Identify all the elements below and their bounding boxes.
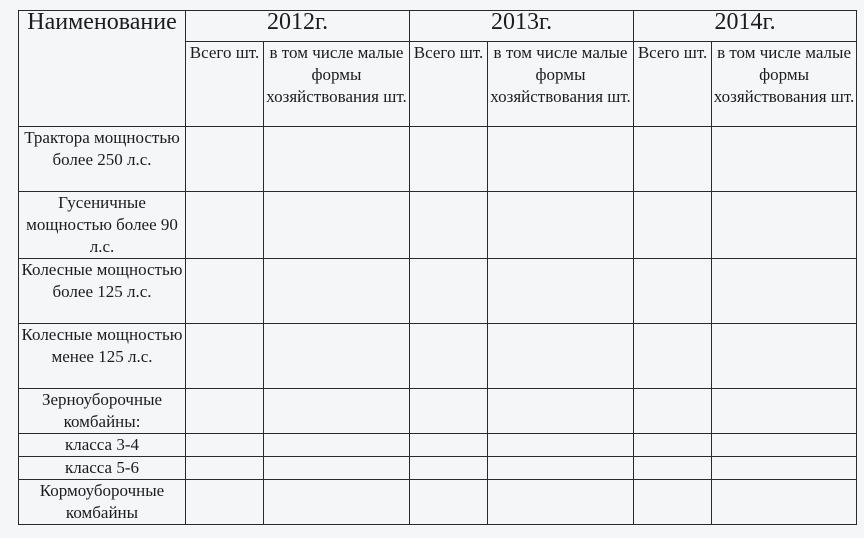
data-cell <box>488 480 634 525</box>
data-cell <box>186 192 264 259</box>
row-label: класса 3-4 <box>19 434 186 457</box>
table-row <box>19 192 857 259</box>
data-cell <box>264 324 410 389</box>
data-cell <box>634 434 712 457</box>
data-cell <box>264 457 410 480</box>
data-cell <box>712 324 857 389</box>
data-cell <box>186 259 264 324</box>
data-cell <box>410 259 488 324</box>
data-cell <box>410 480 488 525</box>
data-cell <box>186 434 264 457</box>
data-cell <box>634 192 712 259</box>
data-cell <box>712 192 857 259</box>
data-cell <box>264 480 410 525</box>
row-label: Трактора мощностью более 250 л.с. <box>19 127 186 192</box>
data-cell <box>488 127 634 192</box>
data-cell <box>264 259 410 324</box>
machinery-table <box>18 10 857 525</box>
data-cell <box>410 192 488 259</box>
data-cell <box>186 324 264 389</box>
data-cell <box>186 480 264 525</box>
table-row <box>19 127 857 192</box>
data-cell <box>410 389 488 434</box>
data-cell <box>488 324 634 389</box>
data-cell <box>410 457 488 480</box>
total-header-2012: Всего шт. <box>186 42 264 127</box>
data-cell <box>712 434 857 457</box>
data-cell <box>410 127 488 192</box>
data-cell <box>634 259 712 324</box>
total-header-2013: Всего шт. <box>410 42 488 127</box>
row-label: Кормоуборочные комбайны <box>19 480 186 525</box>
table-row <box>19 457 857 480</box>
data-cell <box>488 457 634 480</box>
data-cell <box>634 457 712 480</box>
row-label: Гусеничные мощностью более 90 л.с. <box>19 192 186 259</box>
data-cell <box>264 192 410 259</box>
data-cell <box>634 389 712 434</box>
data-cell <box>488 259 634 324</box>
data-cell <box>488 434 634 457</box>
data-cell <box>186 457 264 480</box>
small-farms-header-2013: в том числе малые формы хозяйствования шт. <box>488 42 634 127</box>
header-row-years <box>19 11 857 42</box>
small-farms-header-2012: в том числе малые формы хозяйствования шт. <box>264 42 410 127</box>
data-cell <box>634 480 712 525</box>
data-cell <box>712 259 857 324</box>
year-header-2013: 2013г. <box>410 11 634 42</box>
data-cell <box>634 324 712 389</box>
table-row <box>19 480 857 525</box>
data-cell <box>712 480 857 525</box>
data-cell <box>264 434 410 457</box>
table-row <box>19 389 857 434</box>
data-cell <box>264 127 410 192</box>
table-row <box>19 434 857 457</box>
data-cell <box>186 127 264 192</box>
total-header-2014: Всего шт. <box>634 42 712 127</box>
row-label: Колесные мощностью менее 125 л.с. <box>19 324 186 389</box>
name-column-header: Наименование <box>19 11 186 127</box>
data-cell <box>712 457 857 480</box>
data-cell <box>712 389 857 434</box>
row-label: Колесные мощностью более 125 л.с. <box>19 259 186 324</box>
small-farms-header-2014: в том числе малые формы хозяйствования шт. <box>712 42 857 127</box>
data-cell <box>410 434 488 457</box>
table-row <box>19 324 857 389</box>
year-header-2012: 2012г. <box>186 11 410 42</box>
row-label: класса 5-6 <box>19 457 186 480</box>
data-cell <box>264 389 410 434</box>
data-cell <box>488 192 634 259</box>
row-label: Зерноуборочные комбайны: <box>19 389 186 434</box>
year-header-2014: 2014г. <box>634 11 857 42</box>
data-cell <box>488 389 634 434</box>
data-cell <box>410 324 488 389</box>
data-cell <box>186 389 264 434</box>
table-row <box>19 259 857 324</box>
data-cell <box>634 127 712 192</box>
data-cell <box>712 127 857 192</box>
